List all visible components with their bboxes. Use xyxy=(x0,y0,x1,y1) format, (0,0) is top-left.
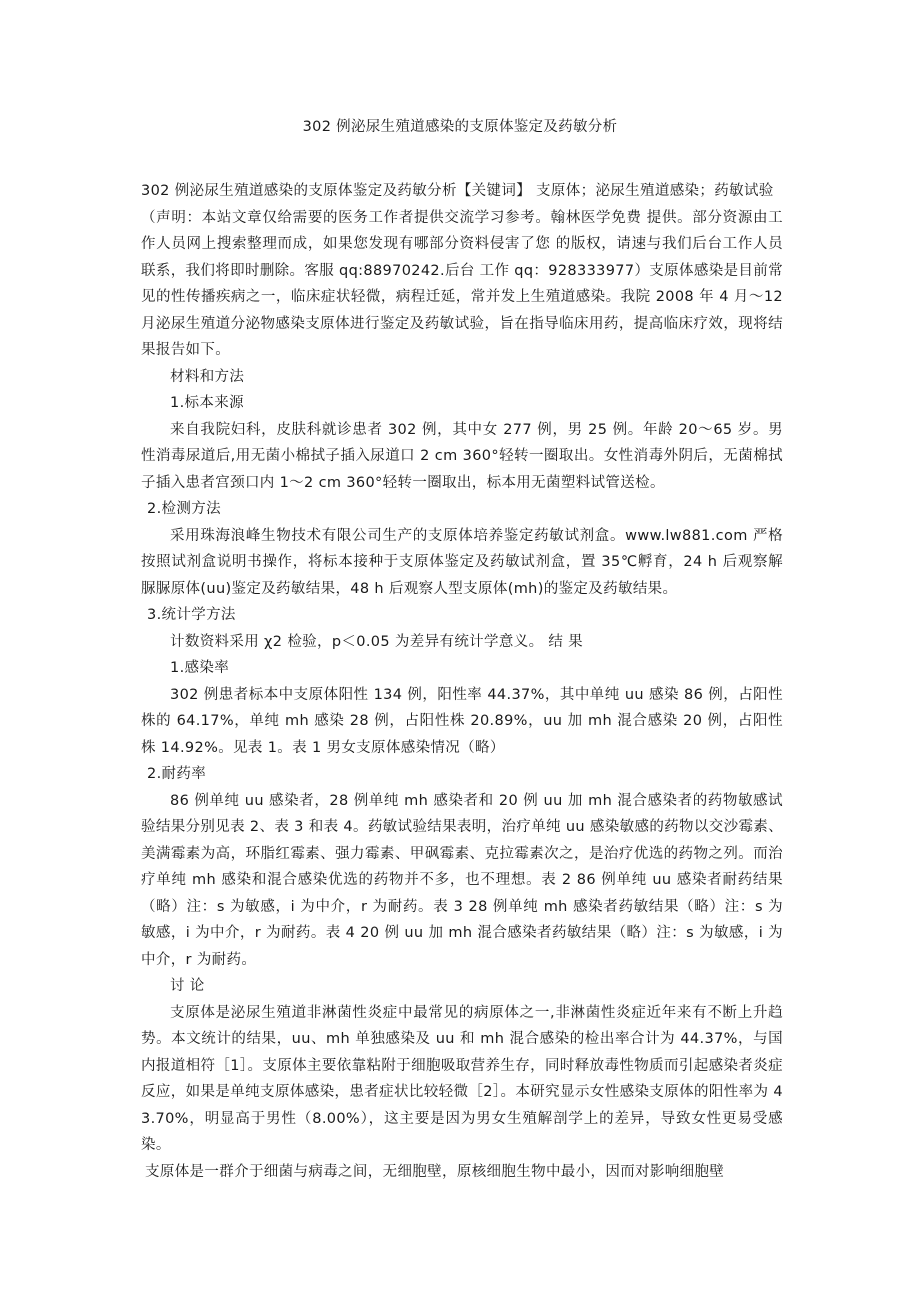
document-body xyxy=(141,178,783,1185)
subheading-statistics: 3.统计学方法 xyxy=(147,607,236,623)
statistics-paragraph: 计数资料采用 χ2 检验，p＜0.05 为差异有统计学意义。 结 果 xyxy=(170,633,584,650)
subheading-sample-source: 1.标本来源 xyxy=(170,395,244,411)
subheading-detection-method: 2.检测方法 xyxy=(147,501,221,517)
keywords-paragraph: 302 例泌尿生殖道感染的支原体鉴定及药敏分析【关键词】 支原体；泌尿生殖道感染；药敏试验 xyxy=(141,183,774,199)
infection-rate-paragraph: 302 例患者标本中支原体阳性 134 例，阳性率 44.37%，其中单纯 uu 感染 86 例，占阳性株的 64.17%，单纯 mh 感染 28 例，占阳性株 20.89%，uu 加 mh 混合感染 20 例，占阳性株 14.92%。见表 1。表 1 男女支原体感染情况（略） xyxy=(141,686,783,756)
sample-source-paragraph: 来自我院妇科，皮肤科就诊患者 302 例，其中女 277 例，男 25 例。年龄 20～65 岁。男性消毒尿道后,用无菌小棉拭子插入尿道口 2 cm 360°轻转一圈取出。女性消毒外阴后，无菌棉拭子插入患者宫颈口内 1～2 cm 360°轻转一圈取出，标本用无菌塑料试管送检。 xyxy=(141,421,783,491)
discussion-continuation-paragraph: 支原体是一群介于细菌与病毒之间，无细胞壁，原核细胞生物中最小，因而对影响细胞壁 xyxy=(145,1163,725,1180)
discussion-paragraph: 支原体是泌尿生殖道非淋菌性炎症中最常见的病原体之一,非淋菌性炎症近年来有不断上升趋势。本文统计的结果，uu、mh 单独感染及 uu 和 mh 混合感染的检出率合计为 44.37%，与国内报道相符［1］。支原体主要依靠粘附于细胞吸取营养生存，同时释放毒性物质而引起感染者炎症反应，如果是单纯支原体感染，患者症状比较轻微［2］。本研究显示女性感染支原体的阳性率为 43.70%，明显高于男性（8.00%），这主要是因为男女生殖解剖学上的差异，导致女性更易受感染。 xyxy=(141,1004,783,1153)
resistance-rate-paragraph: 86 例单纯 uu 感染者，28 例单纯 mh 感染者和 20 例 uu 加 mh 混合感染者的药物敏感试验结果分别见表 2、表 3 和表 4。药敏试验结果表明，治疗单纯 uu 感染敏感的药物以交沙霉素、美满霉素为高，环脂红霉素、强力霉素、甲砜霉素、克拉霉素次之，是治疗优选的药物之列。而治疗单纯 mh 感染和混合感染优选的药物并不多，也不理想。表 2 86 例单纯 uu 感染者耐药结果（略）注：s 为敏感，i 为中介，r 为耐药。表 3 28 例单纯 mh 感染者药敏结果（略）注：s 为敏感，i 为中介，r 为耐药。表 4 20 例 uu 加 mh 混合感染者药敏结果（略）注：s 为敏感，i 为中介，r 为耐药。 xyxy=(141,792,783,968)
detection-method-paragraph: 采用珠海浪峰生物技术有限公司生产的支原体培养鉴定药敏试剂盒。www.lw881.com 严格按照试剂盒说明书操作，将标本接种于支原体鉴定及药敏试剂盒，置 35℃孵育，24 h 后观察解脲脲原体(uu)鉴定及药敏结果，48 h 后观察人型支原体(mh)的鉴定及药敏结果。 xyxy=(141,527,783,597)
subheading-resistance-rate: 2.耐药率 xyxy=(147,766,207,782)
disclaimer-intro-paragraph: （声明：本站文章仅给需要的医务工作者提供交流学习参考。翰林医学免费 提供。部分资源由工作人员网上搜索整理而成，如果您发现有哪部分资料侵害了您 的版权，请速与我们后台工作人员联系，我们将即时删除。客服 qq:88970242.后台 工作 qq：928333977）支原体感染是目前常见的性传播疾病之一，临床症状轻微，病程迁延，常并发上生殖道感染。我院 2008 年 4 月～12 月泌尿生殖道分泌物感染支原体进行鉴定及药敏试验，旨在指导临床用药，提高临床疗效，现将结果报告如下。 xyxy=(141,209,783,358)
document-title: 302 例泌尿生殖道感染的支原体鉴定及药敏分析 xyxy=(302,119,618,135)
section-heading-methods: 材料和方法 xyxy=(170,368,245,385)
section-heading-discussion: 讨 论 xyxy=(170,978,205,994)
subheading-infection-rate: 1.感染率 xyxy=(170,660,230,676)
